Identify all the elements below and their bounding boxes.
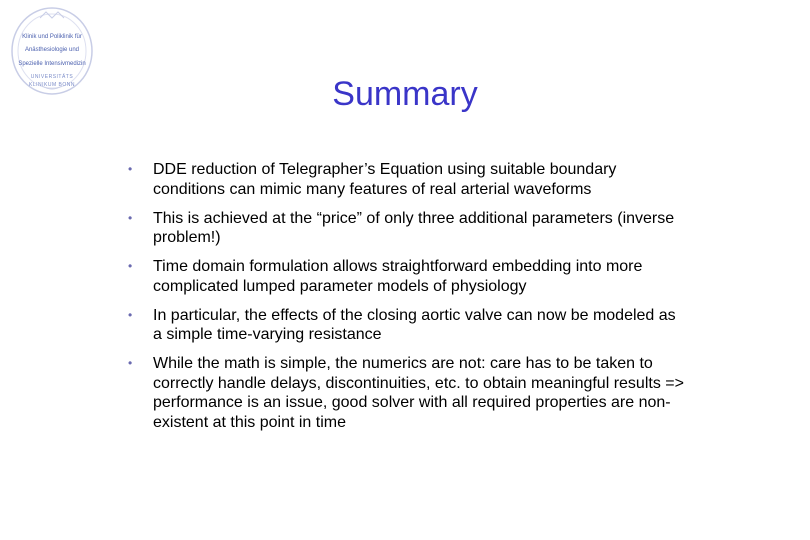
bullet-item <box>118 209 688 248</box>
slide-title: Summary <box>332 75 478 113</box>
bullet-text: This is achieved at the “price” of only three additional parameters (inverse problem!) <box>153 209 675 246</box>
logo-text-line-4: UNIVERSITÄTS <box>30 74 74 80</box>
bullet-icon: • <box>128 356 133 370</box>
university-seal-logo <box>6 6 98 98</box>
bullet-item <box>118 160 688 199</box>
logo-text-line-3: Spezielle Intensivmedizin <box>18 61 86 67</box>
bullet-text: While the math is simple, the numerics are not: care has to be taken to correctly handle delays, discontinuities, etc. to obtain meaningful results => performance is an issue, good solver with all required properties are non-existent at this point in time <box>153 355 684 431</box>
bullet-text: DDE reduction of Telegrapher’s Equation using suitable boundary conditions can mimic many features of real arterial waveforms <box>153 161 617 198</box>
logo-text-line-1: Klinik und Poliklinik für <box>22 34 82 40</box>
logo-text-line-2: Anästhesiologie und <box>24 47 80 53</box>
bullet-icon: • <box>128 307 133 322</box>
bullet-text: Time domain formulation allows straightforward embedding into more complicated lumped parameter models of physiology <box>153 258 643 295</box>
bullet-list <box>118 160 688 442</box>
bullet-item <box>118 306 688 345</box>
bullet-icon: • <box>128 210 133 225</box>
bullet-icon: • <box>128 259 133 273</box>
bullet-item <box>118 354 688 432</box>
bullet-icon: • <box>128 162 133 176</box>
bullet-text: In particular, the effects of the closing aortic valve can now be modeled as a simple time-varying resistance <box>153 306 676 343</box>
logo-text-line-5: KLINIKUM BONN <box>29 82 75 88</box>
bullet-item <box>118 257 688 296</box>
